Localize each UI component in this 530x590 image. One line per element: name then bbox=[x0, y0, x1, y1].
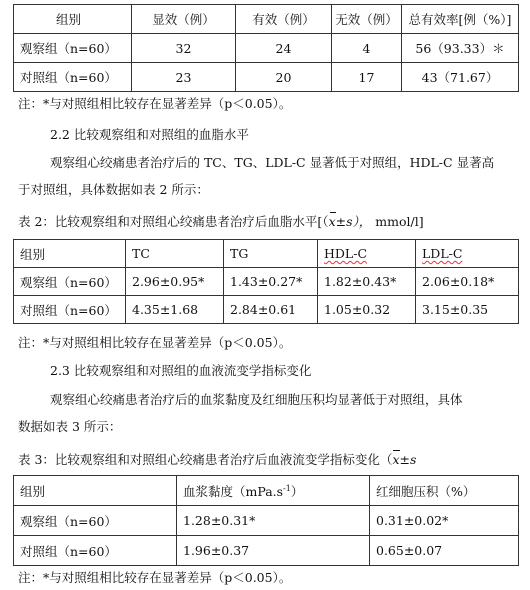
section-heading: 2.2 比较观察组和对照组的血脂水平 bbox=[50, 127, 249, 142]
mean-symbol: x bbox=[392, 452, 400, 467]
header-cell bbox=[416, 240, 519, 268]
caption-unit: mmol/l] bbox=[375, 214, 424, 229]
header-cell bbox=[318, 240, 416, 268]
header-cell: 无效（例） bbox=[332, 5, 402, 34]
table-cell: 23 bbox=[132, 63, 236, 92]
table-header-row bbox=[14, 5, 519, 34]
header-cell: 组别 bbox=[14, 240, 126, 268]
table-hemorheology bbox=[13, 475, 519, 566]
table-note: 注：*与对照组相比较存在显著差异（p＜0.05）。 bbox=[18, 96, 292, 111]
table-cell: 2.06±0.18* bbox=[416, 268, 519, 296]
table-cell: 3.15±0.35 bbox=[416, 296, 519, 324]
header-cell: 总有效率[例（%）] bbox=[402, 5, 519, 34]
header-cell: 有效（例） bbox=[236, 5, 332, 34]
header-cell: 组别 bbox=[14, 476, 177, 506]
header-cell: 显效（例） bbox=[132, 5, 236, 34]
table-cell: 43（71.67） bbox=[402, 63, 519, 92]
table-cell: 17 bbox=[332, 63, 402, 92]
header-cell: TC bbox=[126, 240, 224, 268]
table-cell: 1.05±0.32 bbox=[318, 296, 416, 324]
table-cell: 1.82±0.43* bbox=[318, 268, 416, 296]
table-caption bbox=[18, 212, 424, 230]
paragraph-line: 观察组心绞痛患者治疗后的血浆黏度及红细胞压积均显著低于对照组，具体 bbox=[50, 392, 463, 407]
table-lipids bbox=[13, 239, 519, 324]
table-row bbox=[14, 536, 519, 566]
paragraph-line: 数据如表 3 所示： bbox=[18, 419, 122, 434]
header-text: HDL-C bbox=[324, 246, 368, 261]
table-efficacy bbox=[13, 4, 519, 92]
table-header-row bbox=[14, 476, 519, 506]
header-superscript: -1 bbox=[283, 483, 291, 493]
header-text: ） bbox=[290, 483, 304, 499]
header-cell bbox=[177, 476, 370, 506]
header-cell: TG bbox=[224, 240, 318, 268]
header-text: LDL-C bbox=[422, 246, 463, 261]
header-text: 血浆黏度（mPa.s bbox=[183, 483, 284, 499]
table-caption bbox=[18, 450, 416, 468]
caption-text: 表 2：比较观察组和对照组心绞痛患者治疗后血脂水平[（ bbox=[18, 214, 329, 229]
table-note: 注：*与对照组相比较存在显著差异（p＜0.05）。 bbox=[18, 335, 292, 350]
table-cell: 32 bbox=[132, 34, 236, 63]
header-cell: 组别 bbox=[14, 5, 132, 34]
caption-text: 表 3：比较观察组和对照组心绞痛患者治疗后血液流变学指标变化（ bbox=[18, 452, 393, 467]
table-cell: 56（93.33）＊ bbox=[402, 34, 519, 63]
table-cell: 1.28±0.31* bbox=[177, 506, 370, 536]
caption-text: ±s）， bbox=[335, 214, 372, 229]
table-cell: 对照组（n=60） bbox=[14, 536, 177, 566]
table-cell: 对照组（n=60） bbox=[14, 63, 132, 92]
table-row bbox=[14, 34, 519, 63]
table-cell: 4.35±1.68 bbox=[126, 296, 224, 324]
table-cell: 4 bbox=[332, 34, 402, 63]
table-cell: 0.31±0.02* bbox=[370, 506, 519, 536]
table-row bbox=[14, 63, 519, 92]
table-cell: 观察组（n=60） bbox=[14, 34, 132, 63]
paragraph-line: 于对照组，具体数据如表 2 所示： bbox=[18, 182, 209, 197]
table-cell: 20 bbox=[236, 63, 332, 92]
table-cell: 对照组（n=60） bbox=[14, 296, 126, 324]
table-cell: 观察组（n=60） bbox=[14, 506, 177, 536]
mean-symbol: x bbox=[328, 214, 336, 229]
table-cell: 2.84±0.61 bbox=[224, 296, 318, 324]
table-cell: 1.43±0.27* bbox=[224, 268, 318, 296]
table-cell: 2.96±0.95* bbox=[126, 268, 224, 296]
table-header-row bbox=[14, 240, 519, 268]
paragraph-line: 观察组心绞痛患者治疗后的 TC、TG、LDL-C 显著低于对照组，HDL-C 显著高 bbox=[50, 155, 495, 170]
table-note: 注：*与对照组相比较存在显著差异（p＜0.05）。 bbox=[18, 570, 292, 585]
table-row bbox=[14, 296, 519, 324]
table-cell: 1.96±0.37 bbox=[177, 536, 370, 566]
table-row bbox=[14, 506, 519, 536]
table-row bbox=[14, 268, 519, 296]
header-cell: 红细胞压积（%） bbox=[370, 476, 519, 506]
caption-text: ±s bbox=[399, 452, 417, 467]
table-cell: 观察组（n=60） bbox=[14, 268, 126, 296]
section-heading: 2.3 比较观察组和对照组的血液流变学指标变化 bbox=[50, 363, 312, 378]
table-cell: 0.65±0.07 bbox=[370, 536, 519, 566]
table-cell: 24 bbox=[236, 34, 332, 63]
